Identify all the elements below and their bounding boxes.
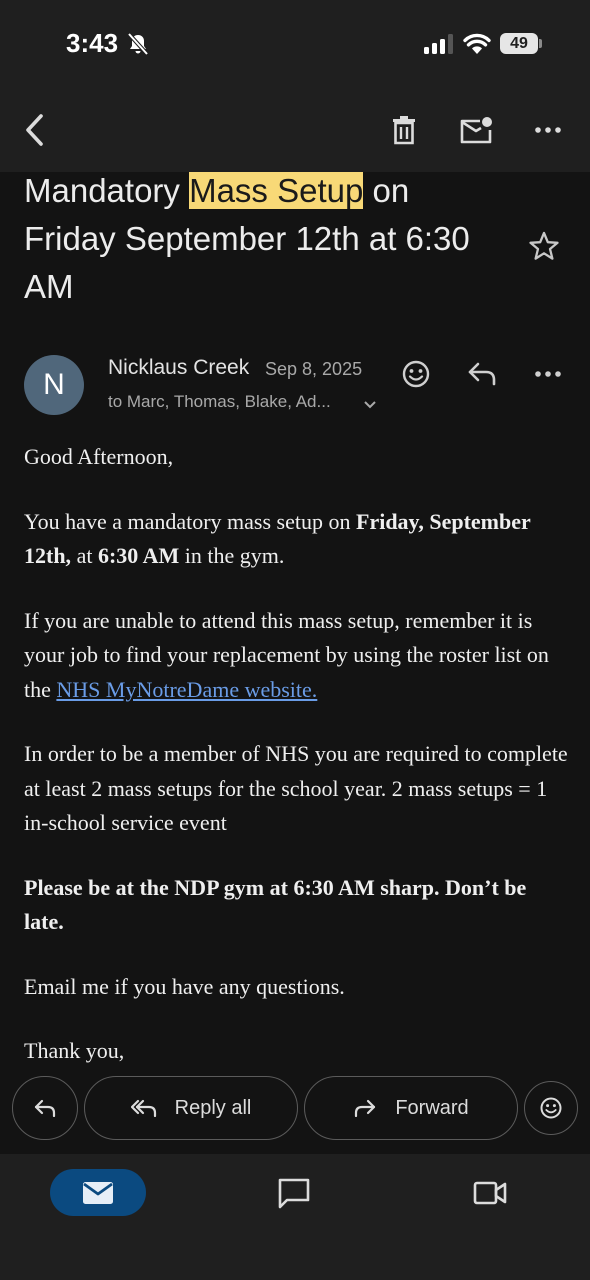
nhs-website-link[interactable]: NHS MyNotreDame website. bbox=[56, 676, 318, 702]
reply-icon[interactable] bbox=[462, 354, 502, 394]
chat-icon bbox=[277, 1177, 311, 1209]
reply-actions-bar bbox=[0, 1070, 590, 1148]
email-body bbox=[24, 440, 569, 1099]
mail-icon bbox=[82, 1181, 114, 1205]
nav-meet[interactable] bbox=[466, 1169, 514, 1216]
reply-all-button[interactable] bbox=[84, 1076, 298, 1140]
avatar[interactable]: N bbox=[24, 355, 84, 415]
emoji-react-button[interactable] bbox=[524, 1081, 578, 1135]
nav-mail[interactable] bbox=[50, 1169, 146, 1216]
bold-instructions: Please be at the NDP gym at 6:30 AM sharp. Don’t be late. bbox=[24, 874, 527, 934]
recipients[interactable]: to Marc, Thomas, Blake, Ad... bbox=[108, 392, 331, 411]
bold-date: Friday, September 12th, bbox=[24, 508, 531, 568]
email-subject bbox=[24, 167, 494, 311]
emoji-icon bbox=[540, 1097, 562, 1119]
greeting: Good Afternoon, bbox=[24, 444, 174, 469]
text: in the gym. bbox=[179, 543, 285, 568]
message-more-icon[interactable] bbox=[528, 354, 568, 394]
forward-button[interactable] bbox=[304, 1076, 518, 1140]
chevron-down-icon[interactable] bbox=[364, 396, 376, 414]
back-icon[interactable] bbox=[14, 88, 54, 172]
status-bar bbox=[0, 0, 590, 88]
reply-all-icon bbox=[131, 1099, 157, 1117]
body-paragraph-3: In order to be a member of NHS you are required to complete at least 2 mass setups for the school year. 2 mass setups = 1 in-school service event bbox=[24, 741, 568, 835]
wifi-icon bbox=[463, 33, 491, 60]
search-highlight: Mass Setup bbox=[189, 172, 364, 209]
forward-label: Forward bbox=[395, 1096, 469, 1119]
mark-unread-icon[interactable] bbox=[456, 88, 496, 172]
text: You have a mandatory mass setup on bbox=[24, 508, 356, 534]
email-toolbar bbox=[0, 88, 590, 172]
closing: Thank you, bbox=[24, 1038, 125, 1063]
subject-text: Mandatory bbox=[24, 172, 190, 209]
email-date: Sep 8, 2025 bbox=[265, 359, 363, 379]
battery-tip bbox=[539, 39, 542, 48]
body-paragraph-4 bbox=[24, 871, 569, 940]
bottom-navigation bbox=[0, 1154, 590, 1280]
text: If you are unable to attend this mass setup, remember it is your job to find your replacement by using the roster list on the bbox=[24, 607, 549, 702]
more-icon[interactable] bbox=[528, 88, 568, 172]
body-paragraph-5: Email me if you have any questions. bbox=[24, 973, 345, 999]
silent-mode-icon bbox=[127, 32, 149, 61]
text: at bbox=[71, 543, 98, 568]
reply-button[interactable] bbox=[12, 1076, 78, 1140]
reply-icon bbox=[34, 1099, 56, 1117]
cellular-signal-icon bbox=[424, 34, 454, 59]
nav-chat[interactable] bbox=[270, 1169, 318, 1216]
body-paragraph-2 bbox=[24, 604, 569, 708]
battery-indicator: 49 bbox=[500, 33, 538, 54]
meet-video-icon bbox=[473, 1180, 507, 1206]
delete-icon[interactable] bbox=[384, 88, 424, 172]
reply-all-label: Reply all bbox=[174, 1096, 252, 1119]
subject-text-rest: on Friday September 12th at 6:30 AM bbox=[24, 172, 470, 305]
star-icon[interactable] bbox=[528, 230, 560, 267]
status-time: 3:43 bbox=[66, 28, 119, 58]
emoji-reaction-icon[interactable] bbox=[396, 354, 436, 394]
bold-time: 6:30 AM bbox=[97, 543, 180, 568]
forward-icon bbox=[353, 1099, 377, 1117]
body-paragraph-1 bbox=[24, 505, 569, 574]
sender-name: Nicklaus Creek bbox=[108, 356, 250, 379]
